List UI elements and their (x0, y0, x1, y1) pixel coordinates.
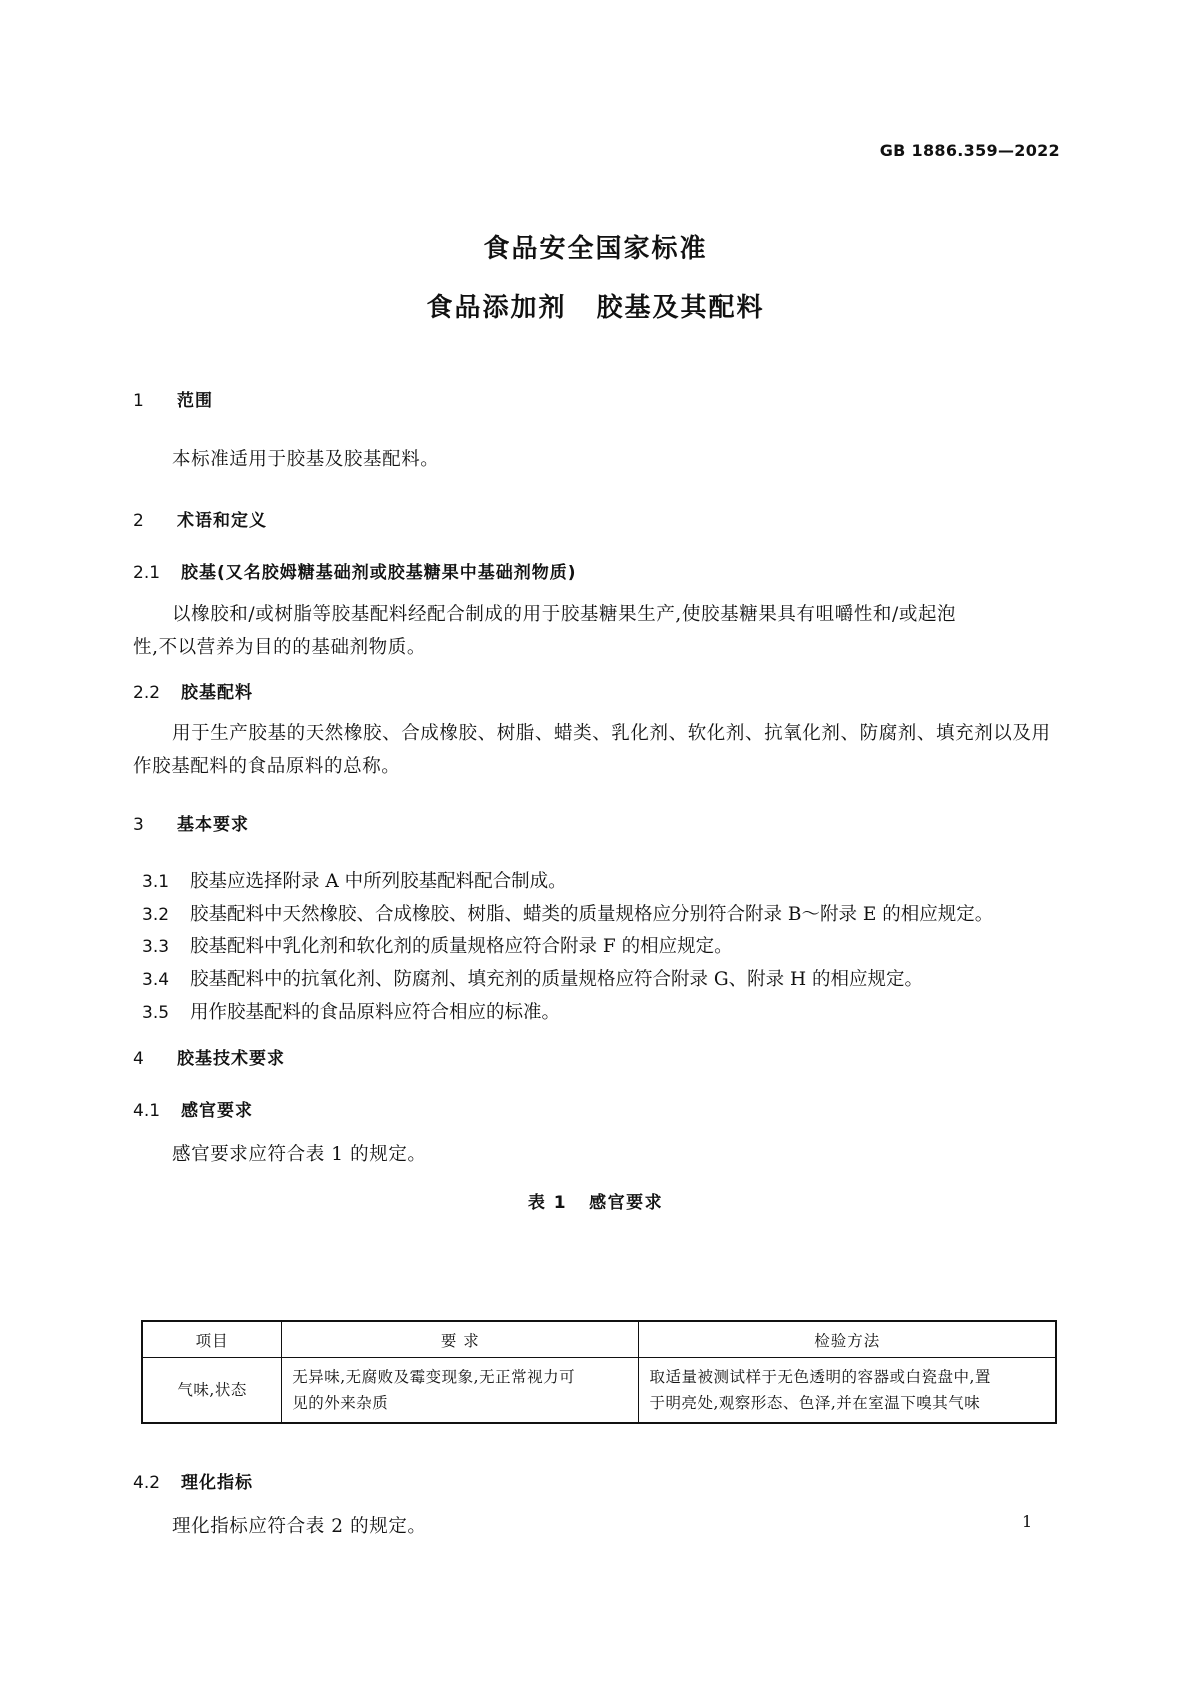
subtitle-left: 食品添加剂 (426, 293, 567, 323)
clause-title: 感官要求 (181, 1101, 253, 1121)
section-number: 4 (133, 1049, 144, 1069)
clause-4-2-heading (133, 1468, 253, 1493)
section-2-heading (133, 506, 267, 531)
section-4-heading (133, 1044, 285, 1069)
table-number: 表 1 (527, 1193, 568, 1213)
section-1-heading (133, 386, 213, 411)
clause-title: 理化指标 (181, 1473, 253, 1493)
clause-2-1-text-line-2: 性,不以营养为目的的基础剂物质。 (133, 637, 426, 658)
clause-number: 3.1 (142, 872, 170, 892)
table-header-row (142, 1321, 1056, 1358)
clause-number: 2.2 (133, 683, 161, 703)
clause-number: 3.5 (142, 1003, 170, 1023)
table-1-sensory-requirements (141, 1320, 1057, 1424)
section-title: 胶基技术要求 (177, 1049, 285, 1069)
section-3-heading (133, 810, 249, 835)
clause-number: 2.1 (133, 563, 161, 583)
section-1-text: 本标准适用于胶基及胶基配料。 (172, 449, 440, 470)
clause-number: 4.2 (133, 1473, 161, 1493)
clause-2-1-text-line-1: 以橡胶和/或树脂等胶基配料经配合制成的用于胶基糖果生产,使胶基糖果具有咀嚼性和/或起泡 (172, 604, 957, 625)
section-number: 1 (133, 391, 144, 411)
requirement-line-2: 见的外来杂质 (292, 1394, 389, 1412)
clause-3-4 (142, 965, 923, 991)
clause-number: 3.3 (142, 937, 170, 957)
clause-title: 胶基(又名胶姆糖基础剂或胶基糖果中基础剂物质) (181, 563, 577, 583)
clause-text: 胶基配料中天然橡胶、合成橡胶、树脂、蜡类的质量规格应分别符合附录 B～附录 E 的相应规定。 (190, 904, 994, 925)
clause-number: 4.1 (133, 1101, 161, 1121)
method-line-2: 于明亮处,观察形态、色泽,并在室温下嗅其气味 (649, 1394, 981, 1412)
clause-text: 用作胶基配料的食品原料应符合相应的标准。 (190, 1002, 561, 1023)
standard-number: GB 1886.359—2022 (879, 141, 1060, 160)
section-number: 2 (133, 511, 144, 531)
clause-3-2 (142, 900, 993, 926)
cell-item: 气味,状态 (142, 1358, 282, 1424)
section-title: 范围 (177, 391, 213, 411)
table-title: 感官要求 (589, 1193, 664, 1213)
clause-3-1 (142, 867, 567, 893)
section-title: 基本要求 (177, 815, 249, 835)
clause-2-2-text-line-2: 作胶基配料的食品原料的总称。 (133, 756, 401, 777)
clause-4-2-text: 理化指标应符合表 2 的规定。 (172, 1516, 427, 1537)
clause-4-1-text: 感官要求应符合表 1 的规定。 (172, 1144, 427, 1165)
section-number: 3 (133, 815, 144, 835)
requirement-line-1: 无异味,无腐败及霉变现象,无正常视力可 (292, 1368, 576, 1386)
clause-number: 3.2 (142, 905, 170, 925)
clause-text: 胶基配料中的抗氧化剂、防腐剂、填充剂的质量规格应符合附录 G、附录 H 的相应规定。 (190, 969, 924, 990)
column-header-item: 项目 (142, 1321, 282, 1358)
clause-2-1-heading (133, 558, 577, 583)
clause-text: 胶基应选择附录 A 中所列胶基配料配合制成。 (190, 871, 567, 892)
document-subtitle (0, 287, 1191, 324)
clause-title: 胶基配料 (181, 683, 253, 703)
column-header-requirement: 要 求 (282, 1321, 639, 1358)
document-title: 食品安全国家标准 (483, 234, 708, 264)
clause-text: 胶基配料中乳化剂和软化剂的质量规格应符合附录 F 的相应规定。 (190, 936, 733, 957)
column-header-test-method: 检验方法 (639, 1321, 1056, 1358)
clause-2-2-heading (133, 678, 253, 703)
clause-3-5 (142, 998, 560, 1024)
page-number: 1 (1022, 1512, 1033, 1531)
cell-requirement (282, 1358, 639, 1424)
method-line-1: 取适量被测试样于无色透明的容器或白瓷盘中,置 (649, 1368, 991, 1386)
table-row (142, 1358, 1056, 1424)
clause-2-2-text-line-1: 用于生产胶基的天然橡胶、合成橡胶、树脂、蜡类、乳化剂、软化剂、抗氧化剂、防腐剂、填充剂以及用 (172, 723, 1051, 744)
section-title: 术语和定义 (177, 511, 267, 531)
clause-3-3 (142, 932, 733, 958)
table-1-caption (0, 1188, 1191, 1213)
cell-test-method (639, 1358, 1056, 1424)
clause-number: 3.4 (142, 970, 170, 990)
subtitle-right: 胶基及其配料 (596, 293, 765, 323)
clause-4-1-heading (133, 1096, 253, 1121)
